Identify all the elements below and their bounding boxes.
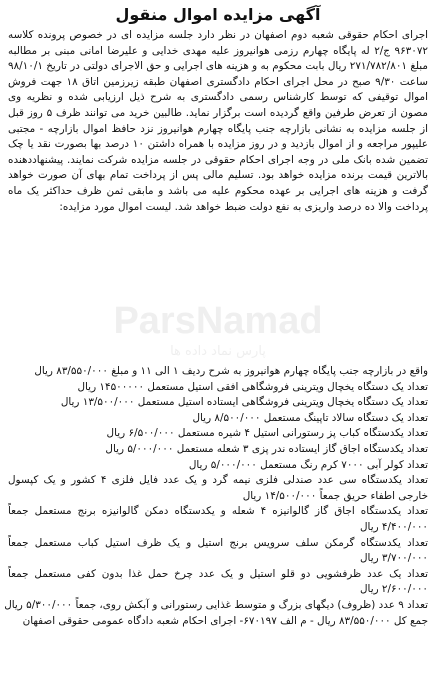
list-item: تعداد کولر آبی ۷۰۰۰ کرم رنگ مستعمل ۵/۰۰۰/۰۰۰ ریال [188,458,428,471]
list-item: تعداد یکدستگاه اجاق گاز گالوانیزه ۴ شعله و یکدستگاه دمکن گالوانیزه برنج مستعمل جمعاً ۴/۴۰۰/۰۰۰ ریال [8,505,428,533]
list-item: تعداد یک دستگاه یخچال ویترینی فروشگاهی افقی استیل مستعمل ۱۴۵۰۰۰۰۰ ریال [77,380,428,393]
list-item: تعداد یکدستگاه اجاق گاز ایستاده ندر پزی ۳ شعله مستعمل ۵/۰۰۰/۰۰۰ ریال [105,442,428,455]
notice-footer: جمع کل ۸۳/۵۵۰/۰۰۰ ریال - م الف ۶۷۰۱۹۷- اجرای احکام شعبه دادگاه عمومی حقوقی اصفهان [22,614,428,627]
watermark-logo: ParsNamad [113,300,323,342]
list-item: تعداد یک دستگاه سالاد تاپینگ مستعمل ۸/۵۰۰/۰۰۰ ریال [192,411,428,424]
notice-title: آگهی مزایده اموال منقول [115,5,321,24]
list-item: واقع در بازارچه جنب پایگاه چهارم هوانیروز به شرح ردیف ۱ الی ۱۱ و مبلغ ۸۳/۵۵۰/۰۰۰ ریال [34,365,428,377]
list-item: تعداد یکدستگاه کباب پز رستورانی استیل ۴ شیره مستعمل ۶/۵۰۰/۰۰۰ ریال [106,427,428,440]
list-item: تعداد یکدستگاه گرمکن سلف سرویس برنج استیل و یک ظرف استیل کباب مستعمل جمعاً ۳/۷۰۰/۰۰۰ ریال [8,536,428,565]
notice-body [8,28,428,364]
list-item: تعداد ۹ عدد (ظروف) دیگهای بزرگ و متوسط غذایی رستورانی و آبکش روی، جمعاً ۵/۳۰۰/۰۰۰ ریال [4,598,428,611]
auction-items-list [4,364,428,614]
watermark-subtitle: پارس نماد داده ها [170,344,266,359]
list-item: تعداد یک دستگاه یخچال ویترینی فروشگاهی ایستاده استیل مستعمل ۱۳/۵۰۰/۰۰۰ ریال [60,396,428,409]
list-item: تعداد یک عدد ظرفشویی دو قلو استیل و یک عدد چرخ حمل غذا بدون کفی مستعمل جمعاً ۲/۶۰۰/۰۰۰ ریال [8,567,428,596]
list-item: تعداد یکدستگاه سی عدد صندلی فلزی نیمه گرد و یک عدد فایل فلزی ۴ کشور و یک کپسول خارجی اطفاء حریق جمعاً ۱۴/۵۰۰/۰۰۰ ریال [8,474,428,502]
notice-body-text: اجرای احکام حقوقی شعبه دوم اصفهان در نظر دارد جلسه مزایده ای در خصوص پرونده کلاسه ۹۶۳۰۷۲ ج/۲ له پایگاه چهارم رزمی هوانیروز علیه مهدی خدایی و علیرضا امانی مبنی بر مطالبه مبلغ ۲۷۱/۷۸۲/۸۰۱ ریال بابت محکوم به و هزینه های اجرایی و حق الاجرای دولتی در تاریخ ۹۸/۱۰/۱ ساعت ۹/۳۰ صبح در محل اجرای احکام دادگستری اصفهان طبقه زیرزمین اتاق ۱۸ جهت فروش اموال توقیفی که توسط کارشناس رسمی دادگستری به شرح ذیل ارزیابی شده و نظریه وی مصون از تعرض طرفین واقع گردیده است برگزار نماید. طالبین خرید می توانند ظرف ۵ روز قبل از جلسه مزایده به نشانی بازارچه جنب پایگاه چهارم هوانیروز نزد حافظ اموال بازارچه - مجتبی علیپور مراجعه و از اموال بازدید و در روز مزایده با همراه داشتن ۱۰ درصد بها بصورت نقد یا چک تضمین شده بانک ملی در وجه اجرای احکام حقوقی در جلسه مزایده شرکت نمایند. پیشنهاددهنده بالاترین قیمت برنده مزایده خواهد بود. تسلیم مالی پس از پرداخت تمام بهای آن صورت خواهد گرفت و هزینه های اجرایی بر عهده محکوم علیه می باشد و مابقی ثمن ظرف حداکثر یک ماه پرداخت والا ده درصد واریزی به نفع دولت ضبط خواهد شد. لیست اموال مورد مزایده: [8,29,429,213]
